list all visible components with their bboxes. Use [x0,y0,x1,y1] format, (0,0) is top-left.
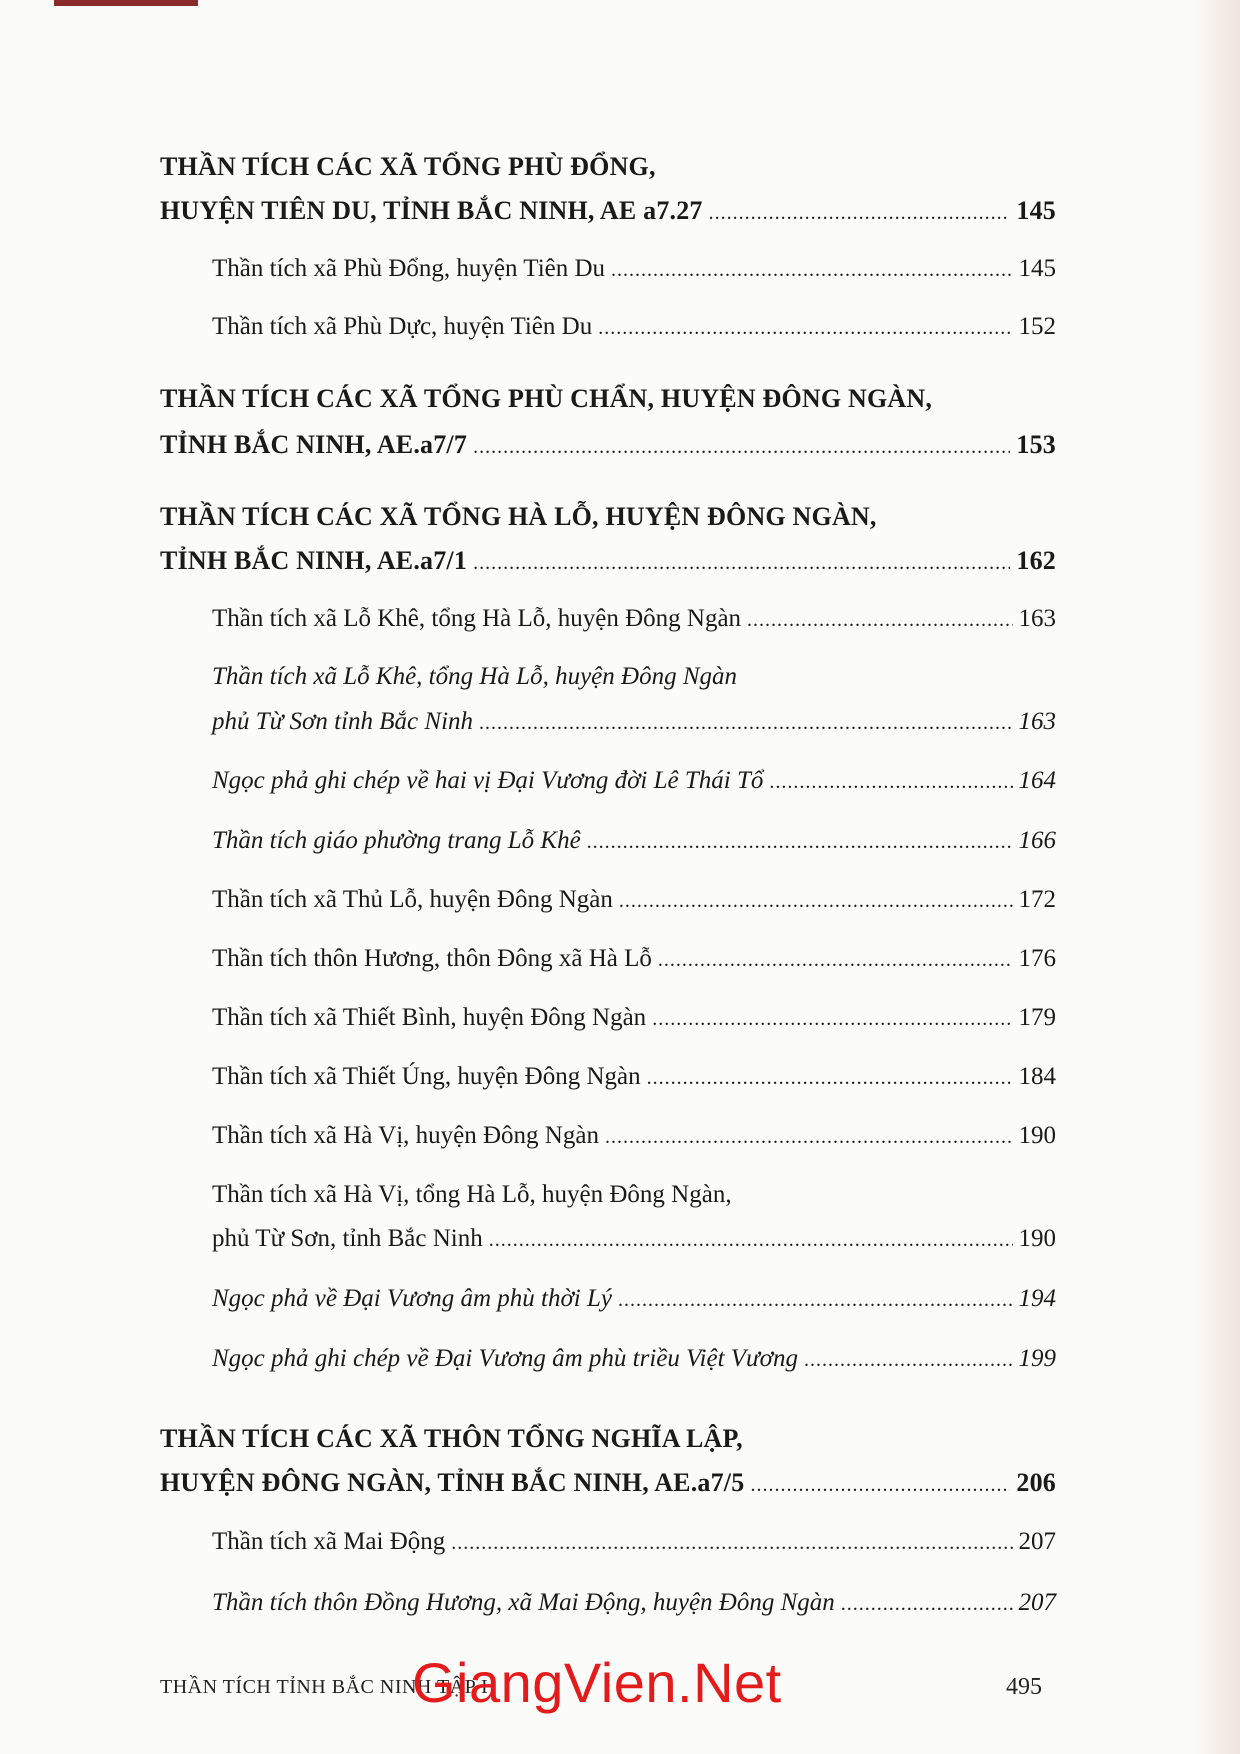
page-number: 495 [1006,1674,1042,1700]
toc-page-number: 164 [1018,767,1056,794]
toc-leader-dots [479,706,1012,740]
toc-entry-title: Thần tích thôn Đồng Hương, xã Mai Động, huyện Đông Ngàn [212,1589,835,1616]
toc-line [160,382,1056,416]
toc-entry-title: Thần tích xã Lỗ Khê, tổng Hà Lỗ, huyện Đông Ngàn [212,605,742,632]
toc-leader-dots [804,1343,1012,1377]
toc-line [160,544,1056,578]
toc-page-number: 176 [1018,945,1056,972]
toc-page-number: 194 [1018,1285,1056,1312]
toc-line [160,428,1056,462]
toc-leader-dots [709,196,1011,230]
toc-entry-title: phủ Từ Sơn tỉnh Bắc Ninh [212,708,474,735]
toc-entry-title: Thần tích xã Phù Dực, huyện Tiên Du [212,313,593,340]
toc-page-number: 145 [1018,255,1056,282]
toc-line [160,1422,1056,1456]
watermark: GiangVien.Net [412,1651,782,1714]
toc-entry-title: HUYỆN TIÊN DU, TỈNH BẮC NINH, AE a7.27 [160,196,703,225]
toc-page-number: 199 [1018,1345,1056,1372]
toc-line [212,1119,1056,1153]
toc-leader-dots [658,943,1013,977]
toc-entry-title: Ngọc phả ghi chép về Đại Vương âm phù triều Việt Vương [212,1345,799,1372]
toc-leader-dots [841,1587,1013,1621]
toc-leader-dots [769,765,1012,799]
running-title: THẦN TÍCH TỈNH BẮC NINH TẬP I [160,1676,489,1698]
toc-leader-dots [473,430,1010,464]
toc-line [212,602,1056,636]
toc-page-number: 179 [1018,1004,1056,1031]
toc-page-number: 207 [1018,1589,1056,1616]
toc-entry-title: Thần tích thôn Hương, thôn Đông xã Hà Lỗ [212,945,652,972]
toc-line [212,824,1056,858]
toc-leader-dots [473,546,1010,580]
toc-entry-title: Ngọc phả ghi chép về hai vị Đại Vương đời Lê Thái Tổ [212,767,764,794]
toc-entry-title: Thần tích xã Thủ Lỗ, huyện Đông Ngàn [212,886,613,913]
toc-line [212,883,1056,917]
toc-leader-dots [647,1061,1013,1095]
toc-leader-dots [747,603,1012,637]
toc-entry-title: Thần tích giáo phường trang Lỗ Khê [212,827,581,854]
toc-page-number: 166 [1018,827,1056,854]
toc-line [212,1178,1056,1212]
page-footer [160,1651,1056,1714]
toc-entry-title: HUYỆN ĐÔNG NGÀN, TỈNH BẮC NINH, AE.a7/5 [160,1468,745,1497]
toc-entry-title: Thần tích xã Thiết Bình, huyện Đông Ngàn [212,1004,647,1031]
toc-line [160,150,1056,184]
toc-page-number: 190 [1018,1225,1056,1252]
toc-line [212,1525,1056,1559]
toc-line [160,194,1056,228]
toc-line [212,1060,1056,1094]
toc-line [212,660,1056,694]
toc-page-number: 206 [1016,1468,1056,1497]
toc-leader-dots [611,253,1012,287]
toc-entry-title: Thần tích xã Lỗ Khê, tổng Hà Lỗ, huyện Đông Ngàn [212,663,737,690]
toc-page-number: 163 [1018,708,1056,735]
toc-page-number: 190 [1018,1122,1056,1149]
toc-leader-dots [598,311,1012,345]
toc-leader-dots [618,1283,1013,1317]
toc-line [212,252,1056,286]
toc-entry-title: THẦN TÍCH CÁC XÃ TỔNG HÀ LỖ, HUYỆN ĐÔNG NGÀN, [160,502,877,531]
toc-entry-title: TỈNH BẮC NINH, AE.a7/7 [160,430,468,459]
toc-page-number: 163 [1018,605,1056,632]
toc-entry-title: Thần tích xã Hà Vị, tổng Hà Lỗ, huyện Đông Ngàn, [212,1181,732,1208]
toc-line [212,1001,1056,1035]
toc-line [212,1282,1056,1316]
toc-leader-dots [750,1468,1010,1502]
toc-leader-dots [489,1223,1013,1257]
toc-entry-title: Ngọc phả về Đại Vương âm phù thời Lý [212,1285,612,1312]
toc-leader-dots [451,1526,1012,1560]
toc-page-number: 162 [1016,546,1056,575]
toc-line [212,310,1056,344]
toc-page-number: 145 [1016,196,1056,225]
toc-line [160,1466,1056,1500]
toc-entry-title: phủ Từ Sơn, tỉnh Bắc Ninh [212,1225,483,1252]
toc-leader-dots [587,825,1013,859]
toc-line [212,705,1056,739]
toc-entry-title: TỈNH BẮC NINH, AE.a7/1 [160,546,468,575]
toc-entry-title: Thần tích xã Thiết Úng, huyện Đông Ngàn [212,1063,641,1090]
toc-entry-title: Thần tích xã Hà Vị, huyện Đông Ngàn [212,1122,599,1149]
toc-entry-title: THẦN TÍCH CÁC XÃ THÔN TỔNG NGHĨA LẬP, [160,1424,743,1453]
toc-entry-title: THẦN TÍCH CÁC XÃ TỔNG PHÙ ĐỔNG, [160,152,656,181]
toc-page-number: 184 [1018,1063,1056,1090]
toc-page-number: 153 [1016,430,1056,459]
toc-page-number: 207 [1018,1528,1056,1555]
toc-entry-title: THẦN TÍCH CÁC XÃ TỔNG PHÙ CHẨN, HUYỆN ĐÔNG NGÀN, [160,384,933,413]
toc-line [212,1342,1056,1376]
toc-line [212,1586,1056,1620]
toc-entry-title: Thần tích xã Mai Động [212,1528,446,1555]
toc-line [212,1222,1056,1256]
toc-line [212,942,1056,976]
toc-leader-dots [619,884,1013,918]
toc-line [160,500,1056,534]
toc-page-number: 172 [1018,886,1056,913]
toc-entry-title: Thần tích xã Phù Đổng, huyện Tiên Du [212,255,606,282]
toc-page-number: 152 [1018,313,1056,340]
toc-leader-dots [605,1120,1013,1154]
toc-line [212,764,1056,798]
toc-leader-dots [652,1002,1012,1036]
